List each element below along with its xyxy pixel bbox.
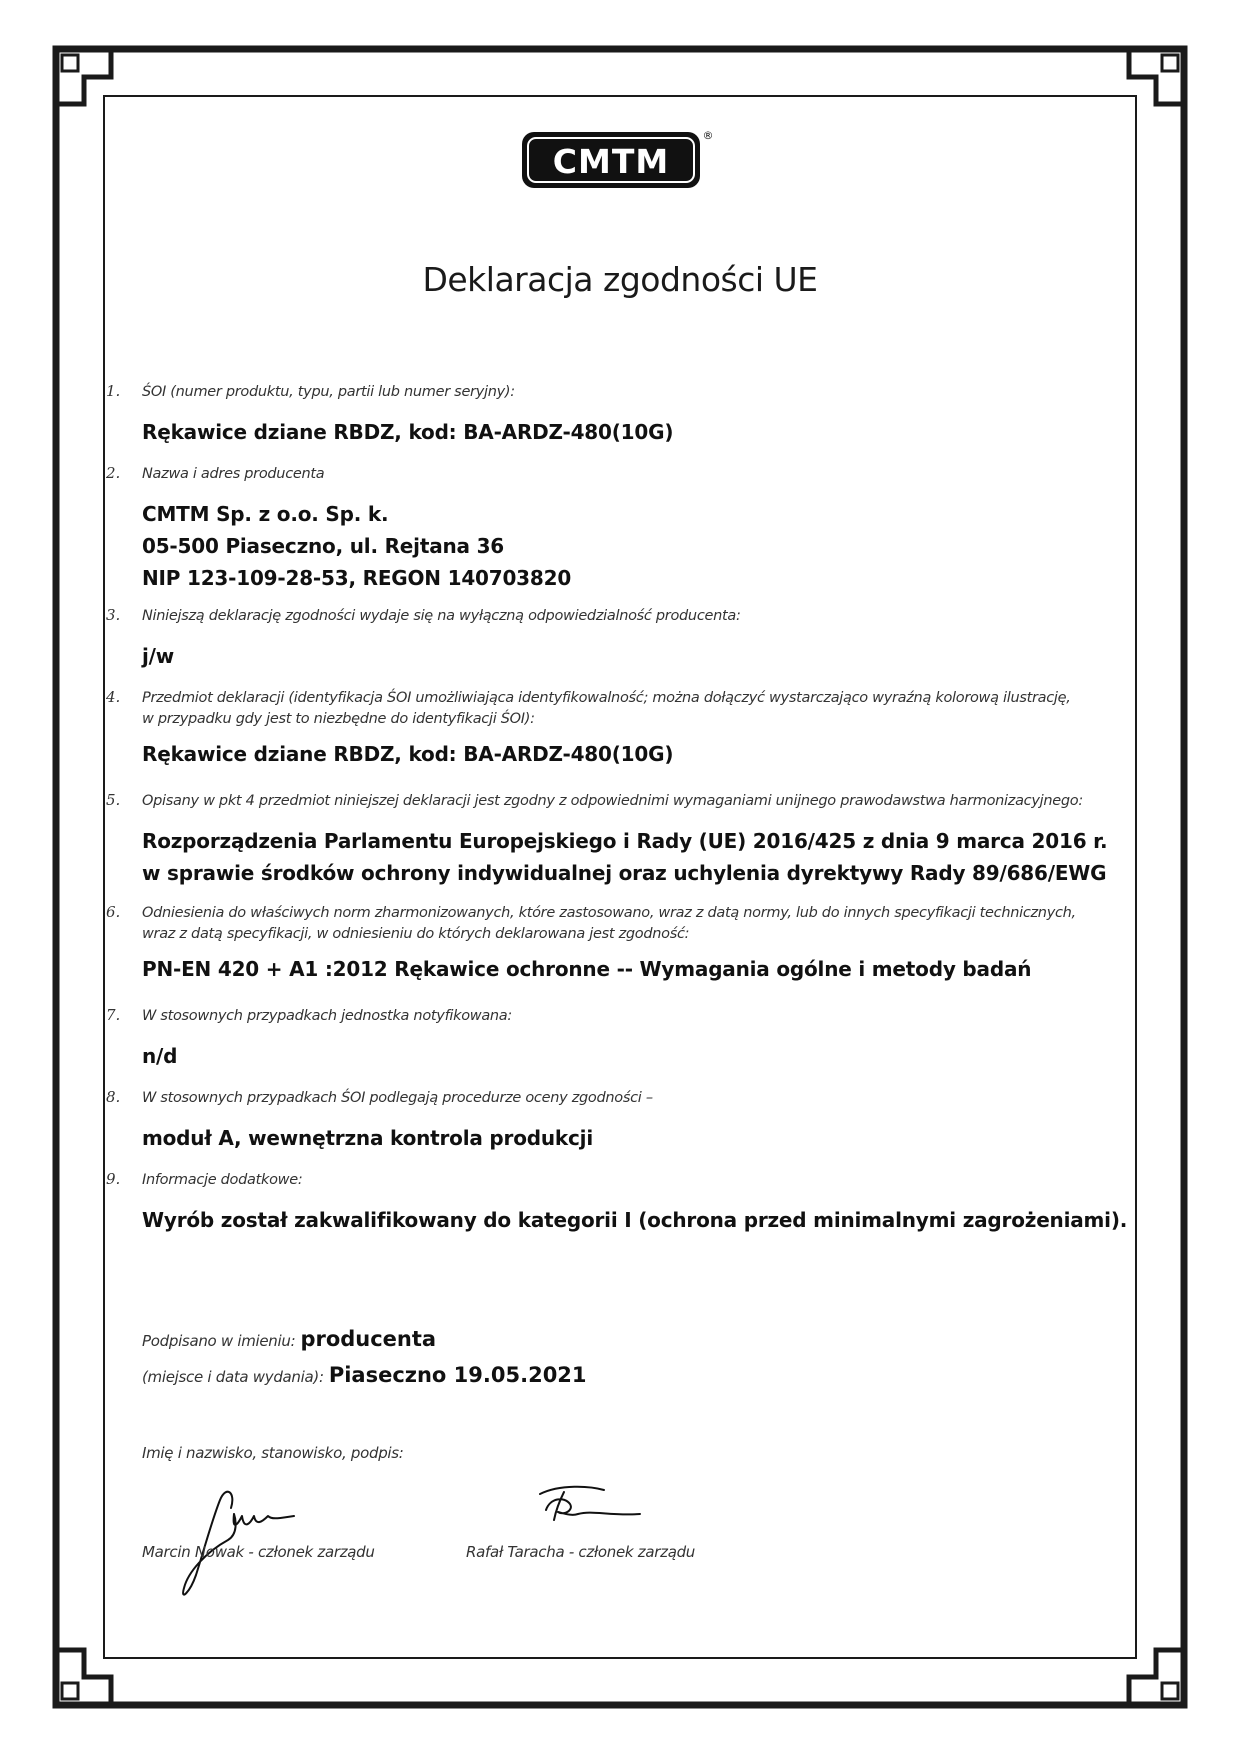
section-2 (100, 464, 1140, 594)
section-label: Odniesienia do właściwych norm zharmonizowanych, które zastosowano, wraz z datą normy, lub do innych specyfikacji technicznych, (142, 905, 1076, 921)
section-8 (100, 1088, 1140, 1154)
section-number: 3. (106, 606, 121, 624)
section-number: 9. (106, 1170, 121, 1188)
section-number: 4. (106, 688, 121, 706)
section-value: Rozporządzenia Parlamentu Europejskiego i Rady (UE) 2016/425 z dnia 9 marca 2016 r. (142, 829, 1108, 853)
signature-rafal-taracha (520, 1480, 650, 1540)
section-label: ŚOI (numer produktu, typu, partii lub numer seryjny): (142, 384, 515, 400)
section-value: NIP 123-109-28-53, REGON 140703820 (142, 566, 572, 590)
section-number: 6. (106, 903, 121, 921)
signature-label: Imię i nazwisko, stanowisko, podpis: (142, 1444, 404, 1462)
svg-text:CMTM: CMTM (552, 142, 670, 181)
section-1 (100, 382, 1140, 448)
section-label: Niniejszą deklarację zgodności wydaje się na wyłączną odpowiedzialność producenta: (142, 608, 741, 624)
section-value: w sprawie środków ochrony indywidualnej oraz uchylenia dyrektywy Rady 89/686/EWG (142, 861, 1107, 885)
section-label-continued: w przypadku gdy jest to niezbędne do identyfikacji ŚOI): (142, 711, 535, 727)
cmtm-logo (520, 128, 715, 192)
section-number: 8. (106, 1088, 121, 1106)
section-value: PN-EN 420 + A1 :2012 Rękawice ochronne -- Wymagania ogólne i metody badań (142, 957, 1032, 981)
section-number: 5. (106, 791, 121, 809)
section-number: 1. (106, 382, 121, 400)
section-number: 2. (106, 464, 121, 482)
section-7 (100, 1006, 1140, 1072)
signature-caption (142, 1443, 404, 1462)
signatory-1: Marcin Nowak - członek zarządu (142, 1543, 375, 1561)
section-value: moduł A, wewnętrzna kontrola produkcji (142, 1126, 593, 1150)
section-value: 05-500 Piaseczno, ul. Rejtana 36 (142, 534, 505, 558)
section-label: W stosownych przypadkach ŚOI podlegają procedurze oceny zgodności – (142, 1090, 653, 1106)
section-6 (100, 903, 1140, 985)
section-9 (100, 1170, 1140, 1236)
place-date-label: (miejsce i data wydania): (142, 1368, 324, 1386)
section-5 (100, 791, 1140, 889)
section-label: Przedmiot deklaracji (identyfikacja ŚOI umożliwiająca identyfikowalność; można dołączyć wystarczająco wyraźną kolorową ilustrację, (142, 690, 1071, 706)
document-title: Deklaracja zgodności UE (422, 260, 818, 299)
signed-on-behalf-label: Podpisano w imieniu: (142, 1332, 296, 1350)
section-value: Rękawice dziane RBDZ, kod: BA-ARDZ-480(10G) (142, 742, 674, 766)
svg-text:®: ® (702, 129, 714, 142)
section-3 (100, 606, 1140, 672)
section-label: Nazwa i adres producenta (142, 466, 325, 482)
signed-on-behalf-value: producenta (300, 1327, 437, 1351)
section-label: Opisany w pkt 4 przedmiot niniejszej deklaracji jest zgodny z odpowiednimi wymaganiami unijnego prawodawstwa harmonizacyjnego: (142, 793, 1083, 809)
section-value: n/d (142, 1044, 178, 1068)
section-label: Informacje dodatkowe: (142, 1172, 303, 1188)
section-label: W stosownych przypadkach jednostka notyfikowana: (142, 1008, 512, 1024)
section-4 (100, 688, 1140, 770)
signed-on-behalf (142, 1327, 436, 1351)
section-value: Wyrób został zakwalifikowany do kategorii I (ochrona przed minimalnymi zagrożeniami). (142, 1208, 1128, 1232)
section-value: j/w (142, 644, 175, 668)
section-value: CMTM Sp. z o.o. Sp. k. (142, 502, 389, 526)
section-label-continued: wraz z datą specyfikacji, w odniesieniu do których deklarowana jest zgodność: (142, 926, 690, 942)
place-date-value: Piaseczno 19.05.2021 (328, 1363, 587, 1387)
section-value: Rękawice dziane RBDZ, kod: BA-ARDZ-480(10G) (142, 420, 674, 444)
signatory-2: Rafał Taracha - członek zarządu (466, 1543, 696, 1561)
section-number: 7. (106, 1006, 121, 1024)
place-and-date (142, 1363, 587, 1387)
